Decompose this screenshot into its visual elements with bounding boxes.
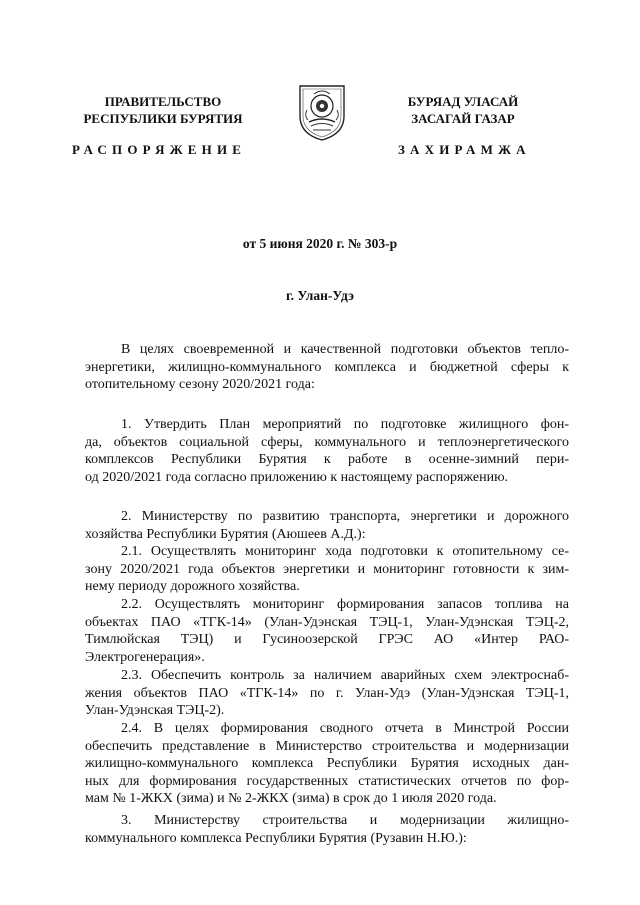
paragraph-item-2-2 <box>85 596 569 666</box>
text-line: Электрогенерация». <box>85 649 205 665</box>
document-city: г. Улан-Удэ <box>286 288 354 303</box>
government-header-buryat <box>368 93 558 127</box>
text-line: 2.2. Осуществлять мониторинг формирования запасов топлива на <box>121 597 569 612</box>
text-line: объектах ПАО «ТГК-14» (Улан-Удэнская ТЭЦ-1, Улан-Удэнская ТЭЦ-2, <box>85 614 569 630</box>
text-line: зону 2020/2021 года объектов энергетики и мониторинг готовности к зим- <box>85 561 569 577</box>
text-line: жения объектов ПАО «ТГК-14» по г. Улан-Удэ (Улан-Удэнская ТЭЦ-1, <box>85 685 569 701</box>
paragraph-item-3 <box>85 812 569 847</box>
text-line: комплексов Республики Бурятия к работе в осенне-зимний пери- <box>85 452 569 468</box>
document-date-number: от 5 июня 2020 г. № 303-р <box>242 236 398 251</box>
text-line: Тимлюйская ТЭЦ) и Гусиноозерской ГРЭС АО «Интер РАО- <box>85 632 569 648</box>
coat-of-arms-emblem <box>297 82 347 142</box>
paragraph-item-2-4 <box>85 720 569 808</box>
text-line: жилищно-коммунального комплекса Республики Бурятия исходных дан- <box>85 756 569 772</box>
government-header-russian <box>58 93 268 127</box>
text-line: 2.1. Осуществлять мониторинг хода подготовки к отопительному се- <box>121 544 569 559</box>
text-line: 3. Министерству строительства и модернизации жилищно- <box>121 813 569 828</box>
text-line: ных для формирования государственных статистических отчетов по фор- <box>85 773 569 789</box>
header-line: ЗАСАГАЙ ГАЗАР <box>411 111 515 126</box>
header-line: БУРЯАД УЛАСАЙ <box>407 94 519 109</box>
paragraph-item-2 <box>85 508 569 543</box>
header-line: ПРАВИТЕЛЬСТВО <box>104 94 222 109</box>
text-line: Улан-Удэнская ТЭЦ-2). <box>85 703 225 719</box>
text-line: 2.3. Обеспечить контроль за наличием аварийных схем электроснаб- <box>121 668 569 683</box>
text-line: В целях своевременной и качественной подготовки объектов тепло- <box>121 342 569 357</box>
text-line: 1. Утвердить План мероприятий по подготовке жилищного фон- <box>121 417 569 432</box>
document-type-buryat: ЗАХИРАМЖА <box>398 142 531 157</box>
text-line: нему периоду дорожного хозяйства. <box>85 579 300 595</box>
document-type-russian: РАСПОРЯЖЕНИЕ <box>72 142 247 157</box>
text-line: коммунального комплекса Республики Бурятия (Рузавин Н.Ю.): <box>85 830 467 846</box>
paragraph-item-2-3 <box>85 667 569 720</box>
text-line: да, объектов социальной сферы, коммунального и теплоэнергетического <box>85 434 569 450</box>
text-line: од 2020/2021 года согласно приложению к настоящему распоряжению. <box>85 469 509 485</box>
paragraph-preamble <box>85 341 569 394</box>
text-line: энергетики, жилищно-коммунального комплекса и бюджетной сферы к <box>85 359 569 375</box>
header-line: РЕСПУБЛИКИ БУРЯТИЯ <box>83 111 243 126</box>
text-line: обеспечить представление в Министерство строительства и модернизации <box>85 738 569 754</box>
text-line: 2. Министерству по развитию транспорта, энергетики и дорожного <box>121 509 569 524</box>
text-line: 2.4. В целях формирования сводного отчета в Минстрой России <box>121 721 569 736</box>
paragraph-item-2-1 <box>85 543 569 596</box>
text-line: отопительному сезону 2020/2021 года: <box>85 377 315 393</box>
paragraph-item-1 <box>85 416 569 486</box>
text-line: хозяйства Республики Бурятия (Аюшеев А.Д.): <box>85 526 366 542</box>
text-line: мам № 1-ЖКХ (зима) и № 2-ЖКХ (зима) в срок до 1 июля 2020 года. <box>85 791 497 807</box>
